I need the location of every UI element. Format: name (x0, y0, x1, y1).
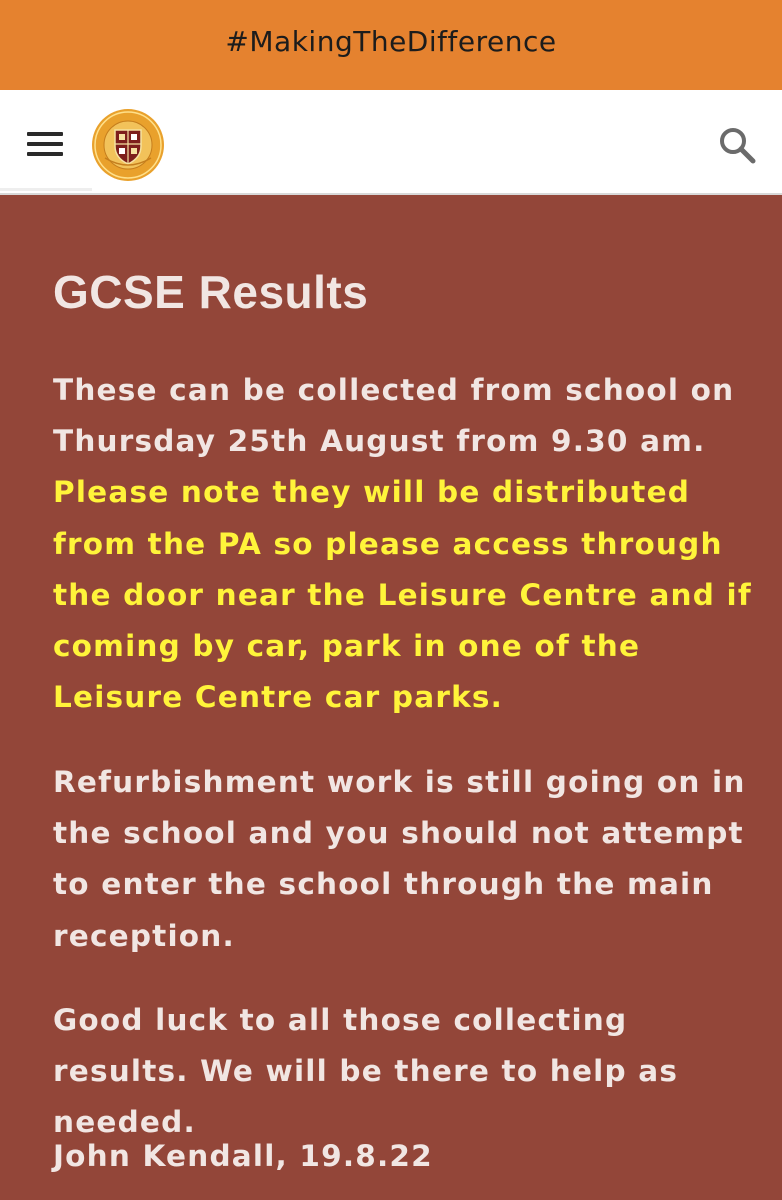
site-header (0, 90, 782, 195)
top-banner (0, 0, 782, 90)
refurbishment-paragraph: Refurbishment work is still going on in the school and you should not attempt to enter the school through the main reception. (53, 765, 746, 953)
banner-hashtag: #MakingTheDifference (225, 24, 557, 58)
school-crest-logo[interactable] (91, 108, 165, 182)
menu-underline (0, 188, 92, 191)
page-title: GCSE Results (53, 266, 369, 318)
highlighted-access-note: Please note they will be distributed from the PA so please access through the door near the Leisure Centre and if coming by car, park in one of the Leisure Centre car parks. (53, 475, 752, 715)
search-icon[interactable] (717, 125, 757, 165)
hamburger-menu-icon[interactable] (27, 132, 63, 158)
good-luck-paragraph: Good luck to all those collecting results. We will be there to help as needed. (53, 1003, 679, 1140)
collection-info-text: These can be collected from school on Thursday 25th August from 9.30 am. (53, 373, 735, 459)
signature: John Kendall, 19.8.22 (53, 1139, 433, 1173)
collection-paragraph (53, 365, 753, 723)
article-content (0, 195, 782, 1200)
